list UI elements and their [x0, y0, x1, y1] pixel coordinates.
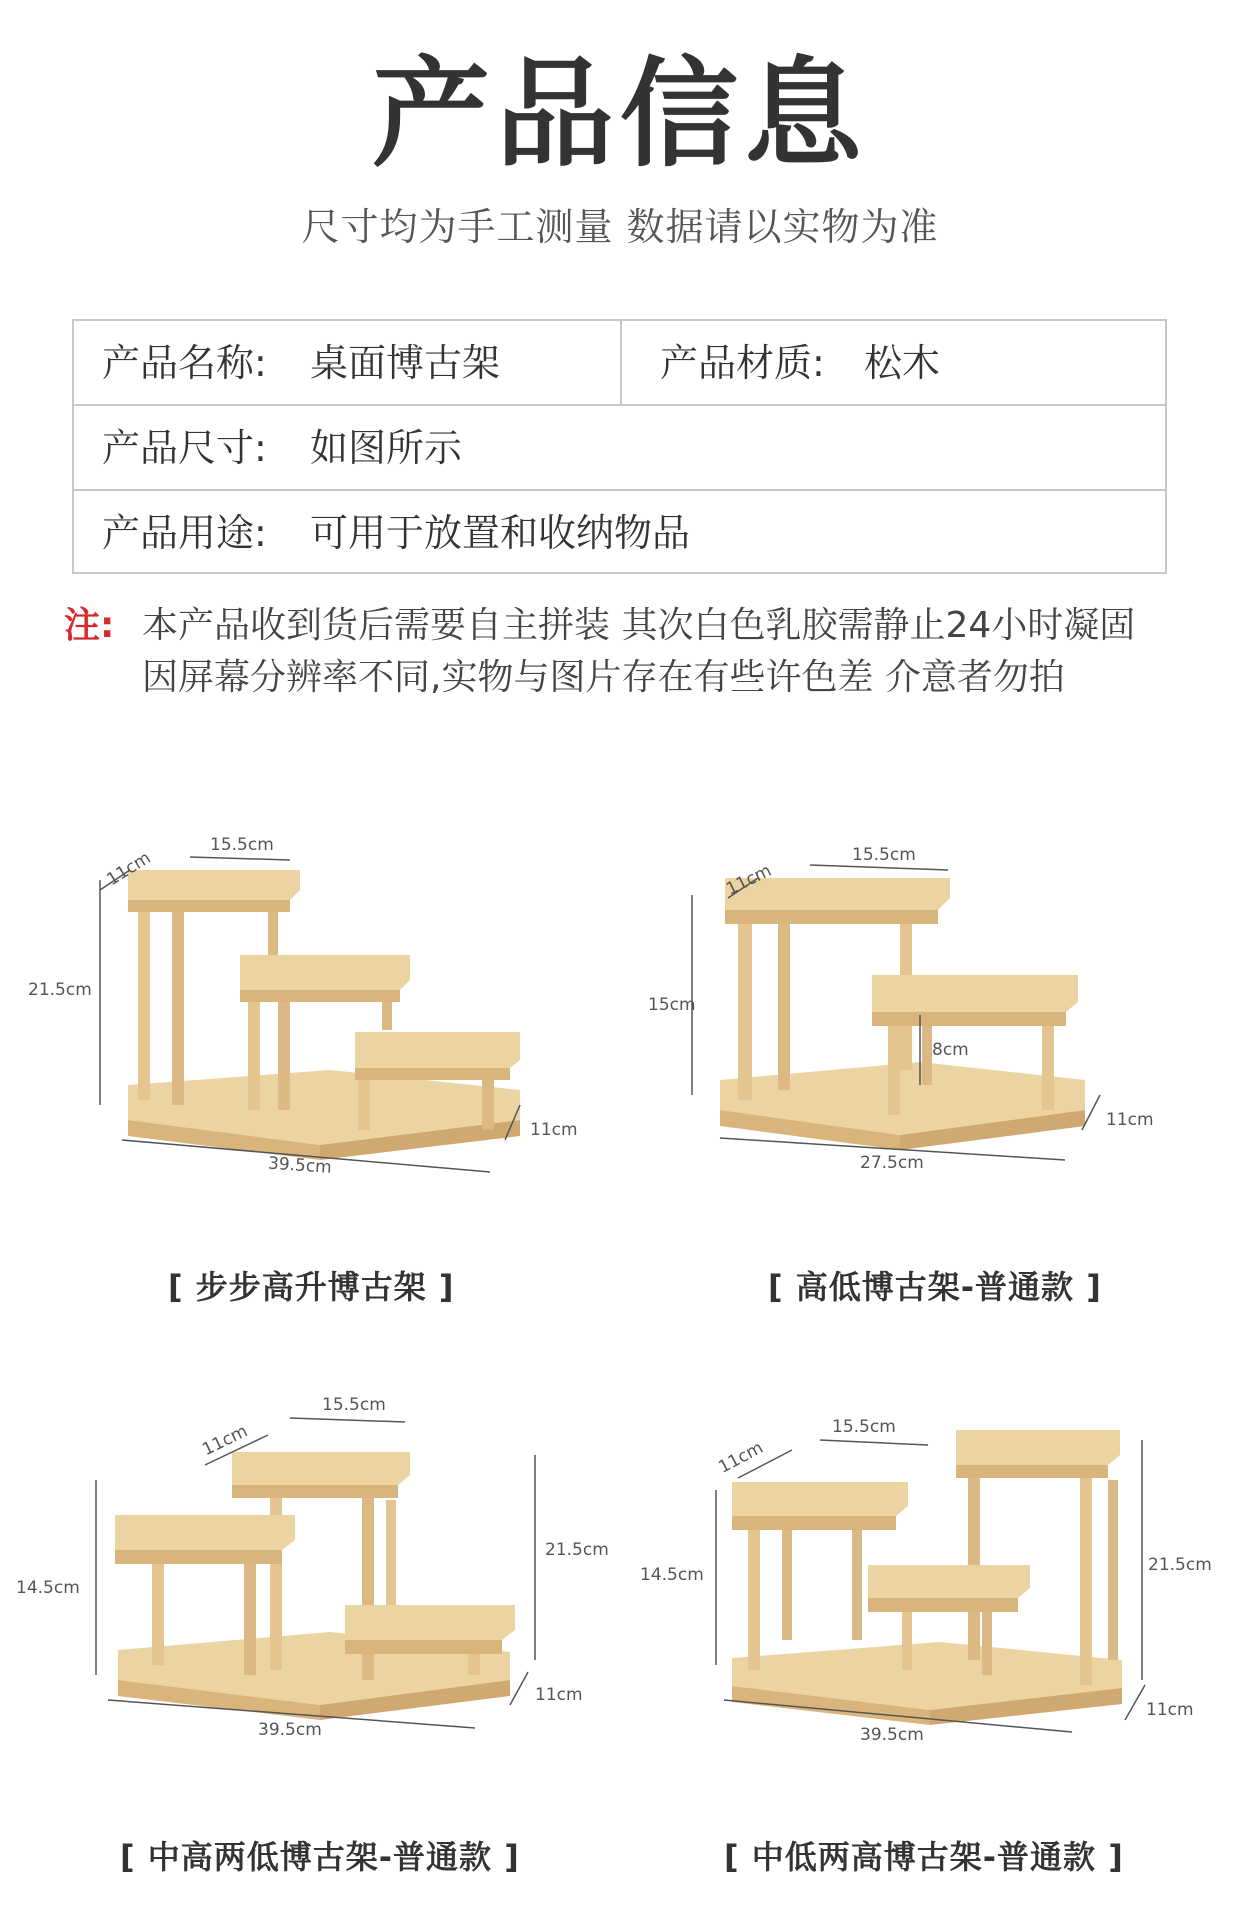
dim-depth-base: 11cm	[1146, 1700, 1194, 1720]
page-subtitle: 尺寸均为手工测量 数据请以实物为准	[301, 205, 939, 249]
dim-length: 27.5cm	[860, 1153, 924, 1173]
mid-high-two-low-shelf-labels	[0, 1360, 620, 1840]
dim-height-left: 14.5cm	[16, 1578, 80, 1598]
dim-depth-top: 11cm	[199, 1421, 251, 1461]
dim-width-top: 15.5cm	[852, 845, 916, 865]
product-high-low-shelf	[620, 800, 1240, 1320]
info-row-name-material	[74, 321, 1165, 406]
product-caption: [ 中高两低博古架-普通款 ]	[120, 1838, 520, 1876]
material-label: 产品材质:	[660, 341, 825, 385]
dim-height: 21.5cm	[28, 980, 92, 1000]
dim-depth-base: 11cm	[530, 1120, 578, 1140]
dim-depth-base: 11cm	[1106, 1110, 1154, 1130]
cell-divider	[620, 321, 622, 406]
dim-height: 21.5cm	[1148, 1555, 1212, 1575]
info-row-size	[74, 406, 1165, 491]
dim-length: 39.5cm	[860, 1725, 924, 1745]
mid-low-two-high-shelf-labels	[620, 1360, 1240, 1840]
dim-height: 21.5cm	[545, 1540, 609, 1560]
name-label: 产品名称:	[102, 341, 267, 385]
product-step-shelf	[0, 800, 620, 1320]
product-caption: [ 中低两高博古架-普通款 ]	[724, 1838, 1124, 1876]
dim-depth-top: 11cm	[715, 1437, 767, 1478]
notice-line-1: 本产品收到货后需要自主拼装 其次白色乳胶需静止24小时凝固	[142, 605, 1136, 646]
dim-length: 39.5cm	[267, 1153, 333, 1178]
dim-length: 39.5cm	[258, 1720, 322, 1740]
dim-depth-base: 11cm	[535, 1685, 583, 1705]
dim-depth-top: 11cm	[723, 860, 775, 900]
high-low-shelf-labels	[620, 800, 1240, 1300]
product-caption: [ 高低博古架-普通款 ]	[768, 1268, 1102, 1306]
dim-width-top: 15.5cm	[832, 1417, 896, 1437]
size-value: 如图所示	[310, 426, 463, 470]
notice-line-2: 因屏幕分辨率不同,实物与图片存在有些许色差 介意者勿拍	[142, 657, 1065, 698]
dim-depth-top: 11cm	[103, 847, 155, 891]
dim-width-top: 15.5cm	[322, 1395, 386, 1415]
dim-height-low: 8cm	[932, 1040, 969, 1060]
product-mid-low-two-high-shelf	[620, 1360, 1240, 1880]
product-mid-high-two-low-shelf	[0, 1360, 620, 1880]
notice-label: 注:	[64, 605, 115, 646]
dim-height: 15cm	[648, 995, 696, 1015]
page-title: 产品信息	[371, 45, 868, 183]
use-value: 可用于放置和收纳物品	[310, 511, 691, 555]
name-value: 桌面博古架	[310, 341, 501, 385]
product-info-table	[72, 319, 1167, 574]
material-value: 松木	[864, 341, 941, 385]
info-row-use	[74, 491, 1165, 576]
dim-width-top: 15.5cm	[210, 835, 274, 855]
step-shelf-labels	[0, 800, 620, 1300]
use-label: 产品用途:	[102, 511, 267, 555]
dim-height-left: 14.5cm	[640, 1565, 704, 1585]
product-caption: [ 步步高升博古架 ]	[168, 1268, 455, 1306]
size-label: 产品尺寸:	[102, 426, 267, 470]
